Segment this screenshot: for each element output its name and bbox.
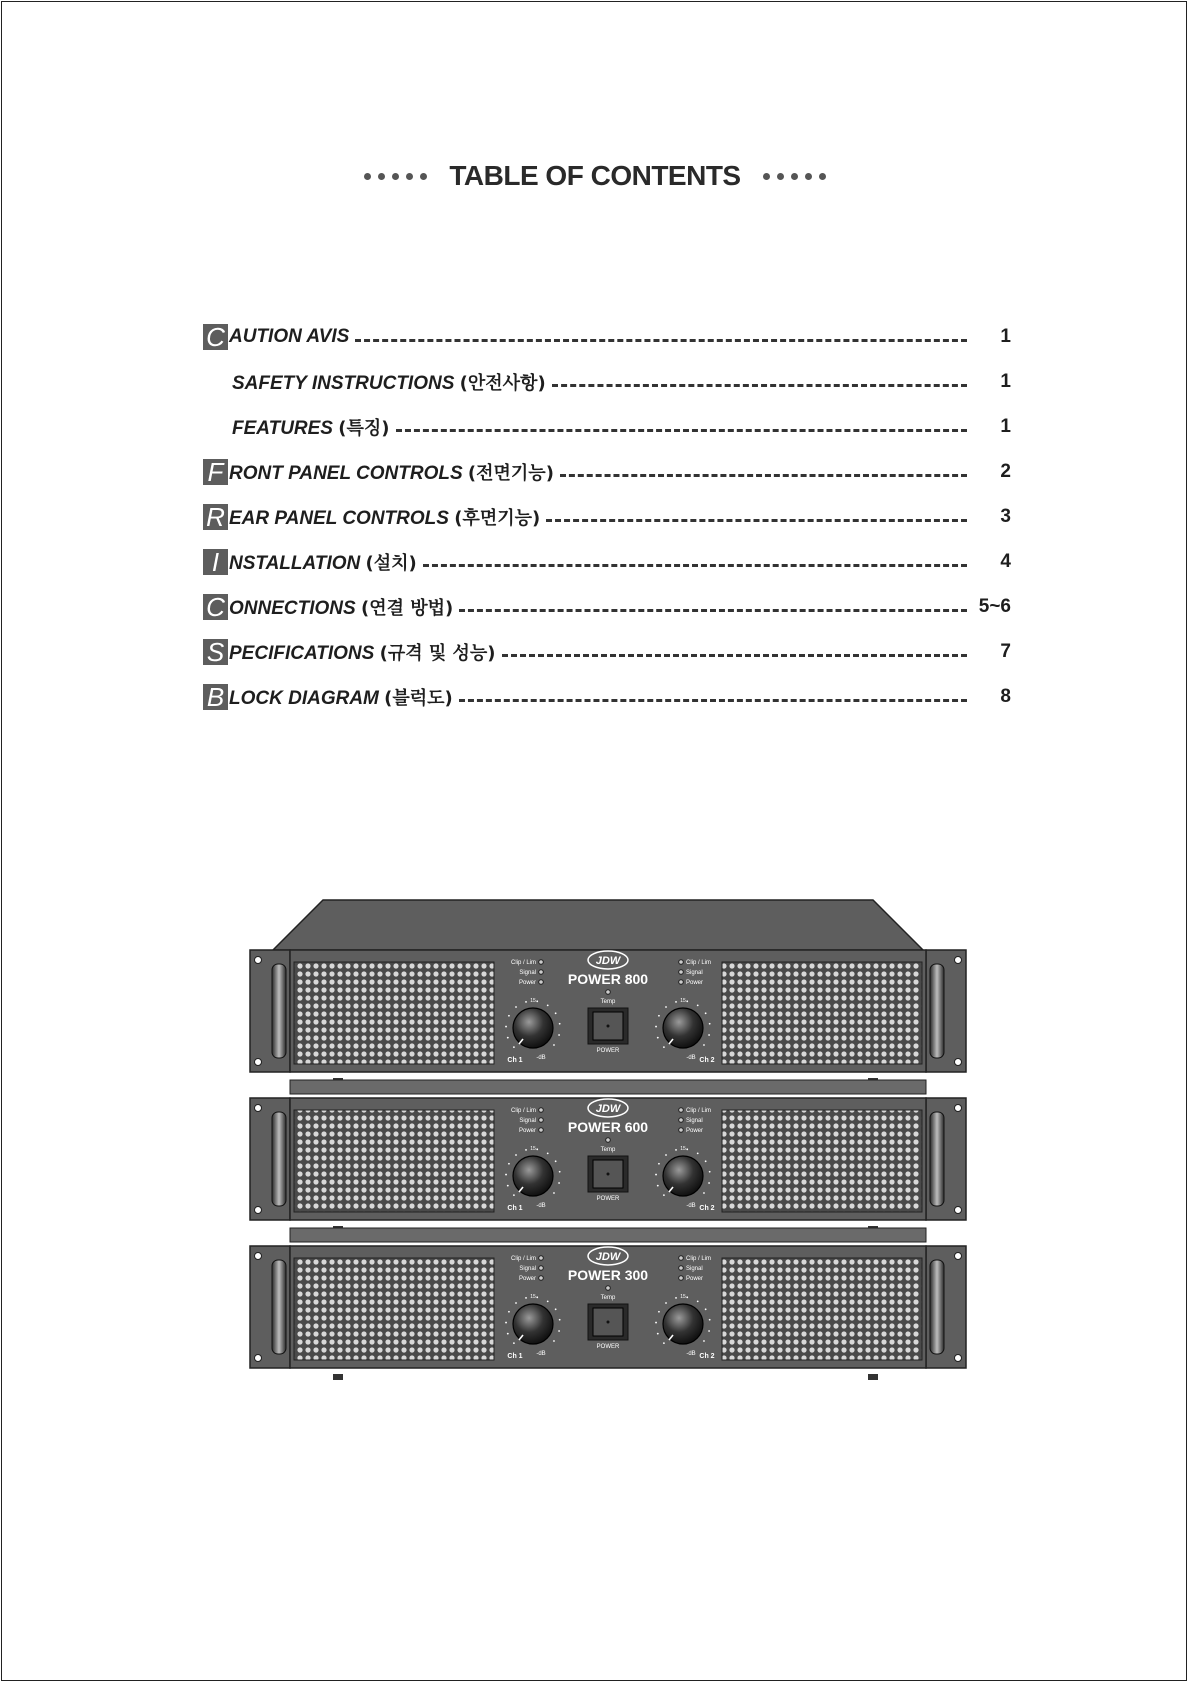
knob-scale-tick xyxy=(555,1308,557,1310)
led-indicator-icon xyxy=(539,1266,544,1271)
toc-entry-label: FEATURES xyxy=(232,418,333,439)
brand-logo-text: JDW xyxy=(595,955,621,967)
led-label-left: Signal xyxy=(519,1266,536,1272)
toc-entry-title xyxy=(232,369,546,395)
rack-handle-right xyxy=(930,964,944,1058)
rack-screw-hole xyxy=(955,1105,962,1112)
temp-label: Temp xyxy=(600,1295,616,1301)
toc-entry-label: SAFETY INSTRUCTIONS xyxy=(232,373,455,394)
knob-scale-tick xyxy=(507,1333,509,1335)
knob-db-label: -dB xyxy=(536,1203,546,1209)
toc-entry-label: RONT PANEL CONTROLS xyxy=(229,463,463,484)
knob-scale-tick xyxy=(536,1000,538,1002)
knob-scale-tick xyxy=(705,1160,707,1162)
knob-scale-tick xyxy=(553,1192,555,1194)
toc-entry-korean: (설치) xyxy=(365,553,417,574)
leader-dots xyxy=(423,564,967,567)
rack-screw-hole xyxy=(955,1207,962,1214)
toc-entry-title xyxy=(229,639,496,665)
led-label-right: Signal xyxy=(686,1266,703,1272)
model-name: POWER 300 xyxy=(567,1267,649,1283)
leader-dots xyxy=(560,474,967,477)
toc-page-number: 7 xyxy=(1000,641,1011,662)
knob-scale-tick xyxy=(686,1296,688,1298)
power-switch-label: POWER xyxy=(596,1048,620,1054)
knob-scale-tick xyxy=(508,1311,510,1313)
leader-dots xyxy=(546,519,967,522)
led-label-left: Clip / Lim xyxy=(510,1108,536,1114)
amplifier-chassis-top xyxy=(290,1080,926,1094)
left-dots-ornament xyxy=(364,173,427,180)
amplifier-stack-illustration xyxy=(248,898,968,1388)
toc-initial: I xyxy=(203,549,228,575)
knob-scale-tick xyxy=(559,1023,561,1025)
knob-scale-tick xyxy=(525,1001,527,1003)
knob-scale-tick xyxy=(675,1149,677,1151)
knob-scale-tick xyxy=(705,1308,707,1310)
led-label-right: Clip / Lim xyxy=(686,1256,712,1262)
toc-entry-title xyxy=(229,326,349,348)
page-border xyxy=(1,1,1187,1681)
knob-scale-tick xyxy=(703,1340,705,1342)
toc-entry-korean: (전면기능) xyxy=(467,463,554,484)
model-name: POWER 600 xyxy=(567,1119,649,1135)
knob-scale-tick xyxy=(525,1149,527,1151)
amplifier-chassis-top xyxy=(290,1228,926,1242)
power-switch-dot-icon xyxy=(607,1173,610,1176)
toc-entry-connections[interactable] xyxy=(203,592,1011,622)
knob-scale-tick xyxy=(697,1004,699,1006)
knob-db-label: -dB xyxy=(686,1055,696,1061)
temp-label: Temp xyxy=(600,999,616,1005)
temp-led-icon xyxy=(606,1138,611,1143)
toc-entry-korean: (후면기능) xyxy=(454,508,541,529)
rack-handle-left xyxy=(272,964,286,1058)
knob-scale-tick xyxy=(709,1171,711,1173)
knob-scale-tick xyxy=(547,1300,549,1302)
toc-page-number: 5~6 xyxy=(978,596,1011,617)
leader-dots xyxy=(396,429,968,432)
knob-scale-label: 15 xyxy=(530,998,536,1004)
knob-db-label: -dB xyxy=(686,1203,696,1209)
knob-scale-tick xyxy=(507,1185,509,1187)
vent-grille-left xyxy=(294,962,494,1064)
toc-initial: S xyxy=(203,639,228,665)
toc-entry-label: EAR PANEL CONTROLS xyxy=(229,508,449,529)
led-label-right: Power xyxy=(686,1128,704,1134)
knob-scale-tick xyxy=(558,1182,560,1184)
rack-handle-right xyxy=(930,1260,944,1354)
knob-scale-label: 15 xyxy=(530,1146,536,1152)
led-label-right: Power xyxy=(686,1276,704,1282)
knob-scale-label: 15 xyxy=(680,1294,686,1300)
power-switch-label: POWER xyxy=(596,1196,620,1202)
led-indicator-icon xyxy=(679,1266,684,1271)
toc-entry-title xyxy=(229,684,453,710)
led-label-right: Clip / Lim xyxy=(686,1108,712,1114)
knob-scale-tick xyxy=(697,1152,699,1154)
channel-label-left: Ch 1 xyxy=(507,1205,523,1212)
knob-scale-tick xyxy=(508,1163,510,1165)
leader-dots xyxy=(552,384,967,387)
toc-entry-specifications[interactable] xyxy=(203,637,1011,667)
knob-scale-tick xyxy=(658,1015,660,1017)
knob-scale-tick xyxy=(508,1015,510,1017)
knob-scale-label: 15 xyxy=(680,998,686,1004)
knob-scale-tick xyxy=(559,1319,561,1321)
temp-led-icon xyxy=(606,1286,611,1291)
led-label-left: Power xyxy=(518,1128,536,1134)
gain-knob-left[interactable] xyxy=(513,1008,553,1048)
vent-grille-right xyxy=(722,1258,922,1360)
leader-dots xyxy=(355,339,967,342)
led-indicator-icon xyxy=(539,980,544,985)
led-label-right: Power xyxy=(686,980,704,986)
rack-screw-hole xyxy=(955,1253,962,1260)
led-label-left: Signal xyxy=(519,1118,536,1124)
led-indicator-icon xyxy=(539,1256,544,1261)
knob-scale-tick xyxy=(536,1296,538,1298)
led-label-left: Clip / Lim xyxy=(510,960,536,966)
knob-scale-tick xyxy=(665,1006,667,1008)
toc-entry-safety-instructions[interactable] xyxy=(232,367,1011,397)
toc-entry-rear-panel[interactable] xyxy=(203,502,1011,532)
vent-grille-left xyxy=(294,1258,494,1360)
knob-scale-tick xyxy=(536,1148,538,1150)
channel-label-left: Ch 1 xyxy=(507,1353,523,1360)
led-indicator-icon xyxy=(679,1256,684,1261)
led-indicator-icon xyxy=(679,1128,684,1133)
knob-scale-tick xyxy=(547,1004,549,1006)
led-label-left: Clip / Lim xyxy=(510,1256,536,1262)
knob-scale-tick xyxy=(515,1302,517,1304)
toc-initial: B xyxy=(203,684,228,710)
leader-dots xyxy=(502,654,967,657)
rack-screw-hole xyxy=(255,1059,262,1066)
toc-entry-title xyxy=(232,414,390,440)
gain-knob-right[interactable] xyxy=(663,1156,703,1196)
led-label-left: Power xyxy=(518,980,536,986)
led-indicator-icon xyxy=(539,970,544,975)
channel-label-right: Ch 2 xyxy=(699,1057,715,1064)
rack-screw-hole xyxy=(255,957,262,964)
led-label-right: Clip / Lim xyxy=(686,960,712,966)
knob-scale-tick xyxy=(513,1342,515,1344)
knob-scale-tick xyxy=(663,1342,665,1344)
knob-scale-tick xyxy=(555,1160,557,1162)
page-title: TABLE OF CONTENTS xyxy=(449,160,741,191)
toc-initial: R xyxy=(203,504,228,530)
knob-scale-tick xyxy=(555,1012,557,1014)
knob-scale-tick xyxy=(513,1194,515,1196)
knob-scale-tick xyxy=(675,1297,677,1299)
rack-screw-hole xyxy=(255,1105,262,1112)
knob-scale-tick xyxy=(708,1034,710,1036)
right-dots-ornament xyxy=(763,173,826,180)
leader-dots xyxy=(459,699,967,702)
knob-scale-tick xyxy=(709,1319,711,1321)
knob-scale-tick xyxy=(708,1330,710,1332)
led-indicator-icon xyxy=(679,1118,684,1123)
toc-entry-label: AUTION AVIS xyxy=(229,326,350,347)
toc-entry-title xyxy=(229,504,540,530)
toc-initial: C xyxy=(203,594,228,620)
brand-logo-text: JDW xyxy=(595,1103,621,1115)
brand-logo-text: JDW xyxy=(595,1251,621,1263)
toc-entry-features[interactable] xyxy=(232,412,1011,442)
toc-initial: C xyxy=(203,324,228,350)
led-indicator-icon xyxy=(539,1276,544,1281)
knob-scale-tick xyxy=(708,1182,710,1184)
knob-scale-tick xyxy=(655,1026,657,1028)
knob-scale-tick xyxy=(663,1046,665,1048)
knob-scale-tick xyxy=(686,1000,688,1002)
toc-entry-korean: (규격 및 성능) xyxy=(379,643,496,664)
toc-page-number: 1 xyxy=(1000,416,1011,437)
knob-scale-tick xyxy=(655,1174,657,1176)
toc-initial: F xyxy=(203,459,228,485)
toc-page-number: 1 xyxy=(1000,371,1011,392)
toc-entry-korean: (연결 방법) xyxy=(360,598,454,619)
channel-label-right: Ch 2 xyxy=(699,1353,715,1360)
toc-page-number: 8 xyxy=(1000,686,1011,707)
knob-scale-tick xyxy=(547,1152,549,1154)
toc-page-number: 1 xyxy=(1000,326,1011,347)
knob-scale-tick xyxy=(655,1322,657,1324)
toc-entry-label: NSTALLATION xyxy=(229,553,361,574)
toc-page-number: 4 xyxy=(1000,551,1011,572)
amplifier-unit xyxy=(250,1246,966,1380)
knob-scale-tick xyxy=(505,1322,507,1324)
rack-screw-hole xyxy=(955,1059,962,1066)
vent-grille-right xyxy=(722,962,922,1064)
amplifier-foot xyxy=(333,1374,343,1380)
amplifier-top-cover xyxy=(273,900,923,950)
knob-scale-label: 15 xyxy=(680,1146,686,1152)
led-label-left: Signal xyxy=(519,970,536,976)
knob-scale-tick xyxy=(675,1001,677,1003)
led-indicator-icon xyxy=(539,1118,544,1123)
knob-scale-tick xyxy=(657,1185,659,1187)
model-name: POWER 800 xyxy=(567,971,649,987)
knob-scale-tick xyxy=(553,1340,555,1342)
knob-scale-tick xyxy=(505,1174,507,1176)
power-switch-dot-icon xyxy=(607,1025,610,1028)
knob-scale-tick xyxy=(505,1026,507,1028)
knob-scale-tick xyxy=(703,1044,705,1046)
toc-entry-front-panel[interactable] xyxy=(203,457,1011,487)
channel-label-left: Ch 1 xyxy=(507,1057,523,1064)
led-indicator-icon xyxy=(539,960,544,965)
rack-screw-hole xyxy=(255,1355,262,1362)
power-switch-dot-icon xyxy=(607,1321,610,1324)
knob-scale-tick xyxy=(658,1163,660,1165)
knob-scale-tick xyxy=(658,1311,660,1313)
knob-scale-tick xyxy=(663,1194,665,1196)
knob-scale-tick xyxy=(686,1148,688,1150)
toc-entry-label: LOCK DIAGRAM xyxy=(229,688,379,709)
led-indicator-icon xyxy=(539,1128,544,1133)
knob-scale-tick xyxy=(665,1302,667,1304)
rack-screw-hole xyxy=(255,1253,262,1260)
led-indicator-icon xyxy=(679,980,684,985)
knob-scale-tick xyxy=(553,1044,555,1046)
toc-entry-installation[interactable] xyxy=(203,547,1011,577)
rack-handle-left xyxy=(272,1260,286,1354)
toc-entry-label: ONNECTIONS xyxy=(229,598,356,619)
amplifier-unit xyxy=(250,950,966,1094)
leader-dots xyxy=(459,609,967,612)
toc-entry-title xyxy=(229,459,554,485)
knob-scale-label: 15 xyxy=(530,1294,536,1300)
rack-screw-hole xyxy=(255,1207,262,1214)
toc-entry-title xyxy=(229,594,453,620)
knob-scale-tick xyxy=(513,1046,515,1048)
led-indicator-icon xyxy=(679,970,684,975)
toc-page-number: 2 xyxy=(1000,461,1011,482)
gain-knob-left[interactable] xyxy=(513,1304,553,1344)
knob-scale-tick xyxy=(709,1023,711,1025)
knob-scale-tick xyxy=(703,1192,705,1194)
rack-handle-right xyxy=(930,1112,944,1206)
title-row xyxy=(0,160,1190,192)
led-indicator-icon xyxy=(679,1108,684,1113)
rack-handle-left xyxy=(272,1112,286,1206)
toc-entry-korean: (블럭도) xyxy=(384,688,453,709)
temp-led-icon xyxy=(606,990,611,995)
amplifier-foot xyxy=(868,1374,878,1380)
gain-knob-right[interactable] xyxy=(663,1304,703,1344)
vent-grille-left xyxy=(294,1110,494,1212)
led-indicator-icon xyxy=(679,960,684,965)
toc-entry-korean: (특징) xyxy=(338,418,390,439)
rack-screw-hole xyxy=(955,1355,962,1362)
knob-scale-tick xyxy=(665,1154,667,1156)
led-indicator-icon xyxy=(539,1108,544,1113)
led-label-right: Signal xyxy=(686,970,703,976)
toc-entry-title xyxy=(229,549,417,575)
rack-screw-hole xyxy=(955,957,962,964)
knob-db-label: -dB xyxy=(686,1351,696,1357)
led-indicator-icon xyxy=(679,1276,684,1281)
knob-scale-tick xyxy=(559,1171,561,1173)
knob-scale-tick xyxy=(558,1034,560,1036)
knob-scale-tick xyxy=(515,1154,517,1156)
knob-scale-tick xyxy=(657,1333,659,1335)
toc-entry-caution[interactable] xyxy=(203,322,1011,352)
amplifier-unit xyxy=(250,1098,966,1242)
temp-label: Temp xyxy=(600,1147,616,1153)
toc-entry-label: PECIFICATIONS xyxy=(229,643,375,664)
knob-scale-tick xyxy=(558,1330,560,1332)
knob-scale-tick xyxy=(525,1297,527,1299)
knob-scale-tick xyxy=(515,1006,517,1008)
led-label-left: Power xyxy=(518,1276,536,1282)
knob-scale-tick xyxy=(507,1037,509,1039)
vent-grille-right xyxy=(722,1110,922,1212)
led-label-right: Signal xyxy=(686,1118,703,1124)
toc-page-number: 3 xyxy=(1000,506,1011,527)
knob-scale-tick xyxy=(705,1012,707,1014)
gain-knob-left[interactable] xyxy=(513,1156,553,1196)
gain-knob-right[interactable] xyxy=(663,1008,703,1048)
knob-scale-tick xyxy=(657,1037,659,1039)
knob-scale-tick xyxy=(697,1300,699,1302)
knob-db-label: -dB xyxy=(536,1055,546,1061)
knob-db-label: -dB xyxy=(536,1351,546,1357)
power-switch-label: POWER xyxy=(596,1344,620,1350)
channel-label-right: Ch 2 xyxy=(699,1205,715,1212)
toc-entry-korean: (안전사항) xyxy=(459,373,546,394)
toc-entry-block-diagram[interactable] xyxy=(203,682,1011,712)
